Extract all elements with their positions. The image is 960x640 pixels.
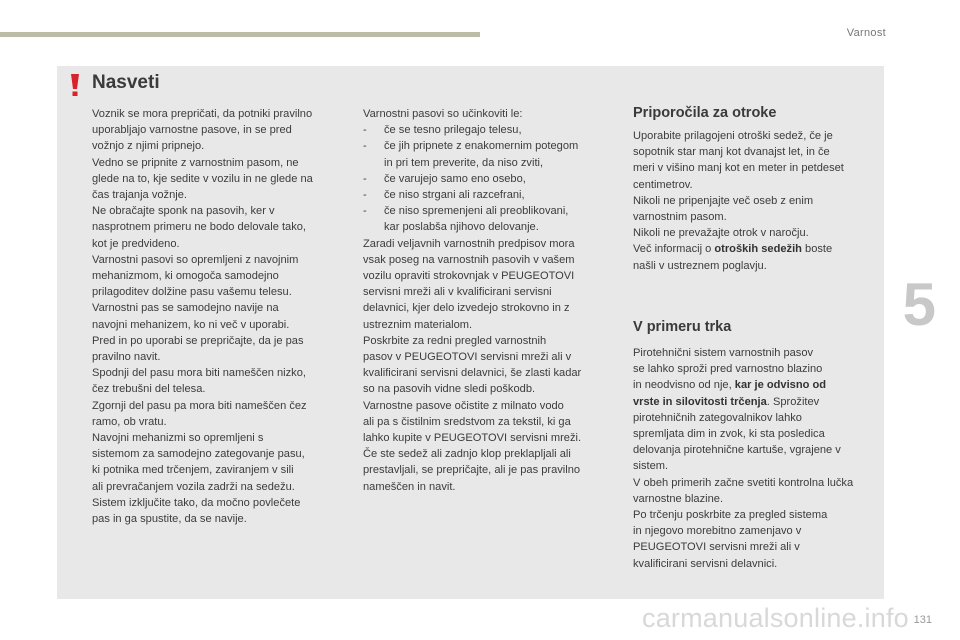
heading-children: Priporočila za otroke bbox=[633, 105, 777, 121]
list-item bbox=[363, 203, 611, 235]
effectiveness-list bbox=[363, 122, 611, 235]
text-line: sopotnik star manj kot dvanajst let, in če bbox=[633, 146, 830, 159]
list-item bbox=[363, 122, 611, 138]
text-line: Pred in po uporabi se prepričajte, da je pas bbox=[92, 334, 304, 347]
text-line: centimetrov. bbox=[633, 178, 693, 191]
text-line: ramo, ob vratu. bbox=[92, 415, 167, 428]
text-line: Varnostni pas se samodejno navije na bbox=[92, 302, 279, 315]
text-line: delovanja pirotehnične kartuše, vgrajene v bbox=[633, 444, 841, 457]
text-line: lahko kupite v PEUGEOTOVI servisni mreži. bbox=[363, 432, 582, 445]
text-run: in neodvisno od nje, bbox=[633, 379, 735, 392]
text-line: Če ste sedež ali zadnjo klop preklapljali ali bbox=[363, 448, 571, 461]
text-line: Spodnji del pasu mora biti nameščen nizko, bbox=[92, 367, 306, 380]
list-dash: - bbox=[363, 124, 367, 137]
text-line: Vedno se pripnite z varnostnim pasom, ne bbox=[92, 156, 299, 169]
heading-crash: V primeru trka bbox=[633, 319, 732, 335]
text-line: Navojni mehanizmi so opremljeni s bbox=[92, 432, 264, 445]
text-line: če varujejo samo eno osebo, bbox=[384, 172, 526, 185]
text-line: vsak poseg na varnostnih pasovih v vašem bbox=[363, 253, 575, 266]
text-line: Pirotehnični sistem varnostnih pasov bbox=[633, 347, 814, 359]
list-item-text bbox=[384, 122, 522, 138]
text-line: vozilu opraviti strokovnjak v PEUGEOTOVI bbox=[363, 270, 575, 283]
chapter-number: 5 bbox=[902, 271, 936, 338]
text-line: delavnici, kjer delo izvedejo strokovno in z bbox=[363, 302, 570, 315]
text-line: meri v višino manj kot en meter in petdeset bbox=[633, 162, 844, 175]
text-line: sistemom za samodejno zategovanje pasu, bbox=[92, 448, 305, 461]
text-line: Voznik se mora prepričati, da potniki pravilno bbox=[92, 108, 313, 120]
text-line: Nikoli ne pripenjajte več oseb z enim bbox=[633, 194, 814, 207]
text-line: če niso spremenjeni ali preoblikovani, bbox=[384, 205, 569, 218]
list-dash: - bbox=[363, 205, 367, 218]
text-line: ki potnika med trčenjem, zaviranjem v sili bbox=[92, 464, 294, 477]
text-line: ali prevračanjem vozila zadrži na sedežu. bbox=[92, 480, 295, 493]
section-label: Varnost bbox=[846, 27, 886, 39]
list-dash: - bbox=[363, 172, 367, 185]
header-rule bbox=[0, 32, 480, 37]
text-line: Sistem izključite tako, da močno povlečete bbox=[92, 496, 301, 509]
text-line: pirotehničnih zategovalnikov lahko bbox=[633, 411, 802, 424]
list-item-text bbox=[384, 203, 568, 235]
list-intro: Varnostni pasovi so učinkoviti le: bbox=[363, 108, 523, 120]
column-crash-advice bbox=[633, 345, 881, 572]
text-line: Poskrbite za redni pregled varnostnih bbox=[363, 334, 547, 347]
bold-run: kar je odvisno od bbox=[734, 379, 827, 392]
text-line: če niso strgani ali razcefrani, bbox=[384, 189, 525, 202]
child-seat-reference bbox=[633, 241, 879, 257]
text-line bbox=[633, 377, 881, 393]
column-children-advice bbox=[633, 128, 879, 274]
text-line: V obeh primerih začne svetiti kontrolna lučka bbox=[633, 476, 854, 489]
text-line: Zaradi veljavnih varnostnih predpisov mora bbox=[363, 237, 575, 250]
text-line: pravilno navit. bbox=[92, 351, 161, 364]
text-line: Ne obračajte sponk na pasovih, ker v bbox=[92, 205, 275, 218]
children-text bbox=[633, 128, 879, 241]
panel-title: Nasveti bbox=[92, 72, 160, 93]
text-line: navojni mehanizem, ko ni več v uporabi. bbox=[92, 318, 290, 331]
column-driver-advice bbox=[92, 106, 354, 527]
text-run: boste bbox=[801, 243, 833, 256]
text-line: PEUGEOTOVI servisni mreži ali v bbox=[633, 541, 800, 554]
page-number: 131 bbox=[913, 614, 932, 626]
text-line: nasprotnem primeru ne bodo delovale tako, bbox=[92, 221, 306, 234]
exclamation-icon bbox=[68, 73, 82, 97]
bold-run: otroških sedežih bbox=[714, 243, 802, 256]
watermark: carmanualsonline.info bbox=[642, 603, 909, 633]
text-line: Nikoli ne prevažajte otrok v naročju. bbox=[633, 227, 809, 240]
text-line: glede na to, kje sedite v vozilu in ne glede na bbox=[92, 172, 313, 185]
bold-run: vrste in silovitosti trčenja bbox=[633, 395, 767, 408]
text-line: sistem. bbox=[633, 460, 669, 473]
text-line: prilagoditev dolžine pasu vašemu telesu. bbox=[92, 286, 292, 299]
text-line: čez trebušni del telesa. bbox=[92, 383, 206, 396]
text-line: Zgornji del pasu pa mora biti nameščen čez bbox=[92, 399, 307, 412]
text-line: varnostne blazine. bbox=[633, 492, 724, 505]
list-item-text bbox=[384, 171, 526, 187]
list-item bbox=[363, 138, 611, 170]
list-item bbox=[363, 187, 611, 203]
list-dash: - bbox=[363, 189, 367, 202]
column-belt-effectiveness bbox=[363, 106, 611, 495]
text-run: Več informacij o bbox=[633, 243, 715, 256]
text-line: Uporabite prilagojeni otroški sedež, če je bbox=[633, 130, 833, 142]
text-line: uporabljajo varnostne pasove, in se pred bbox=[92, 124, 292, 137]
text-line: se lahko sproži pred varnostno blazino bbox=[633, 363, 823, 376]
crash-text bbox=[633, 410, 881, 572]
text-line: servisni mreži ali v kvalificirani servisni bbox=[363, 286, 552, 299]
text-line: če se tesno prilegajo telesu, bbox=[384, 124, 522, 137]
list-item-text bbox=[384, 187, 525, 203]
text-line: Po trčenju poskrbite za pregled sistema bbox=[633, 509, 828, 522]
text-line: ali pa s čistilnim sredstvom za tekstil, ki ga bbox=[363, 415, 571, 428]
text-line: mehanizmom, ki omogoča samodejno bbox=[92, 270, 279, 283]
text-line: varnostnim pasom. bbox=[633, 211, 727, 224]
text-line: čas trajanja vožnje. bbox=[92, 189, 187, 202]
text-line: vožnjo z njimi pripnejo. bbox=[92, 140, 205, 153]
list-dash: - bbox=[363, 140, 367, 153]
text-line: kot je predvideno. bbox=[92, 237, 180, 250]
text-line: in njegovo morebitno zamenjavo v bbox=[633, 525, 802, 538]
text-line: nameščen in navit. bbox=[363, 480, 456, 493]
text-line: če jih pripnete z enakomernim potegom bbox=[384, 140, 579, 153]
text-line: Varnostne pasove očistite z milnato vodo bbox=[363, 399, 564, 412]
text-line: kar poslabša njihovo delovanje. bbox=[384, 221, 539, 234]
text-run: . Sprožitev bbox=[766, 395, 820, 408]
text-line: pasov v PEUGEOTOVI servisni mreži ali v bbox=[363, 351, 572, 364]
list-item bbox=[363, 171, 611, 187]
list-item-text bbox=[384, 138, 578, 170]
text-line: Varnostni pasovi so opremljeni z navojnim bbox=[92, 253, 299, 266]
text-line: spremljata dim in zvok, ki sta posledica bbox=[633, 428, 825, 441]
text-line: prestavljali, se prepričajte, ali je pas pravilno bbox=[363, 464, 581, 477]
text-line: ustreznim materialom. bbox=[363, 318, 473, 331]
text-line bbox=[633, 394, 881, 410]
text-line: so na pasovih vidne sledi poškodb. bbox=[363, 383, 536, 396]
text-line: kvalificirani servisni delavnici, še zlasti kadar bbox=[363, 367, 582, 380]
text-line: kvalificirani servisni delavnici. bbox=[633, 557, 778, 570]
text-line: in pri tem preverite, da niso zviti, bbox=[384, 156, 544, 169]
maintenance-text bbox=[363, 236, 611, 495]
text-line: pas in ga spustite, da se navije. bbox=[92, 513, 247, 526]
text-line: našli v ustreznem poglavju. bbox=[633, 259, 767, 272]
